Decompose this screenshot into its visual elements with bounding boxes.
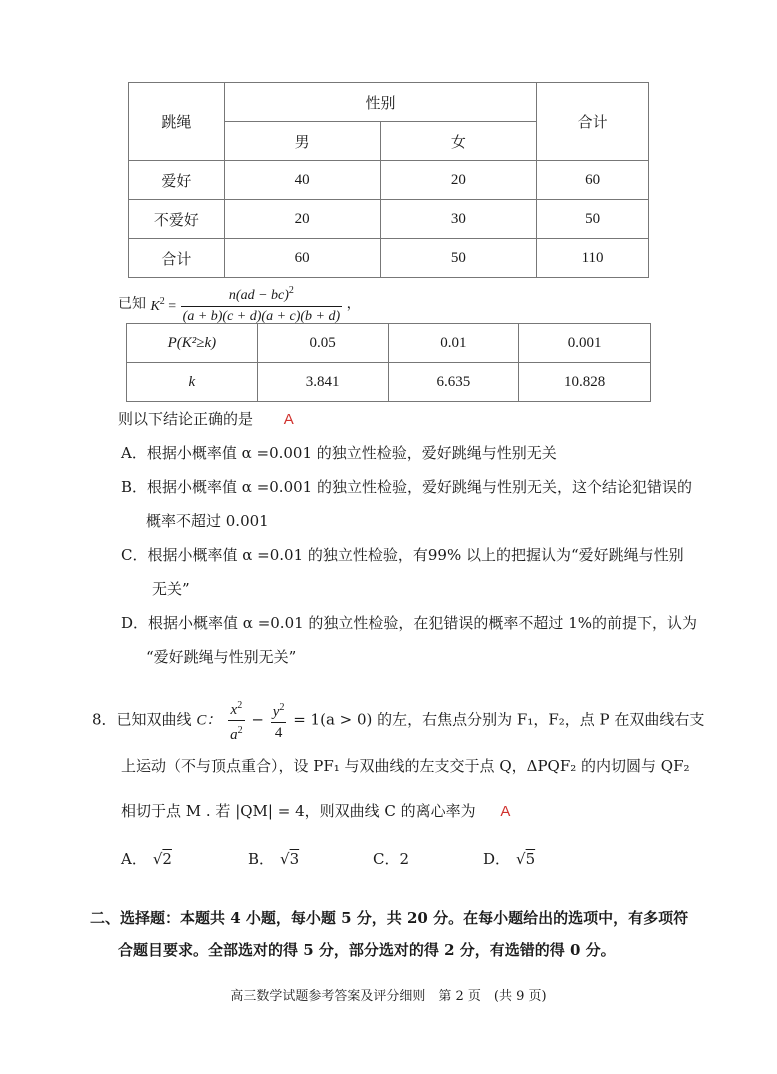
q7-stem	[118, 409, 294, 430]
q8-number: 8．已知双曲线	[92, 710, 192, 729]
formula-lhs: K	[150, 298, 160, 314]
q8-frac-x: $\frac{x^2}{a^2}$	[228, 696, 245, 745]
row-label: 不爱好	[129, 200, 225, 239]
q8-line3	[121, 801, 510, 822]
p-value: 0.001	[519, 324, 651, 363]
q7-option-b-line1: B．根据小概率值 α =0.001 的独立性检验，爱好跳绳与性别无关，这个结论犯错误的	[121, 478, 692, 496]
q8-option-c	[373, 849, 409, 869]
p-row-label: P(K²≥k)	[127, 324, 258, 363]
row-label: 合计	[129, 239, 225, 278]
critical-value-table	[126, 323, 651, 402]
cell-female: 30	[380, 200, 537, 239]
k-value: 10.828	[519, 363, 651, 402]
q8-answer: A	[500, 803, 511, 820]
q8-option-a: A． √2	[121, 850, 172, 868]
q8-option-d: D． √5	[483, 850, 536, 868]
q7-option-c-line2: 无关”	[152, 580, 190, 598]
q8-option-b: B． √3	[248, 850, 300, 868]
cell-female: 50	[380, 239, 537, 278]
q8-line1: 8．已知双曲线 C： $\frac{x^2}{a^2}$ − $\frac{y^2}{4}$ = 1(a > 0) 的左，右焦点分别为 F₁，F₂，点 P 在双曲线右支	[92, 696, 704, 745]
formula-denominator: (a + b)(c + d)(a + c)(b + d)	[182, 309, 341, 324]
table-row	[129, 200, 649, 239]
option-label: B．	[248, 850, 275, 868]
chi-square-formula: 已知 $K^2$ = $\frac{n(ad - bc)^2}{(a + b)(c + d)(a + c)(b + d)}$ ，	[118, 281, 361, 327]
cell-male: 20	[224, 200, 380, 239]
q7-option-b-line2: 概率不超过 0.001	[146, 512, 269, 530]
q7-option-a: A．根据小概率值 α =0.001 的独立性检验，爱好跳绳与性别无关	[121, 444, 557, 462]
cell-male: 60	[224, 239, 380, 278]
header-jump-rope: 跳绳	[129, 83, 225, 161]
cell-female: 20	[380, 161, 537, 200]
q8-line3-text: 相切于点 M . 若 |QM| = 4，则双曲线 C 的离心率为	[121, 802, 476, 820]
cell-total: 50	[537, 200, 649, 239]
q7-option-d-line1: D．根据小概率值 α =0.01 的独立性检验，在犯错误的概率不超过 1%的前提下，认为	[121, 614, 697, 632]
k-value: 6.635	[388, 363, 519, 402]
header-female: 女	[380, 122, 537, 161]
q8-curve: C：	[196, 712, 222, 729]
formula-prefix: 已知	[118, 296, 146, 312]
p-value: 0.05	[257, 324, 388, 363]
q8-line2: 上运动（不与顶点重合），设 PF₁ 与双曲线的左支交于点 Q，ΔPQF₂ 的内切圆与 QF₂	[121, 757, 690, 775]
cell-total: 60	[537, 161, 649, 200]
q7-answer: A	[283, 411, 294, 428]
k-value: 3.841	[257, 363, 388, 402]
contingency-table	[128, 82, 649, 278]
q7-stem-text: 则以下结论正确的是	[118, 410, 254, 428]
option-value: 5	[525, 850, 536, 868]
option-value: 3	[289, 850, 300, 868]
section2-line2: 合题目要求。全部选对的得 5 分，部分选对的得 2 分，有选错的得 0 分。	[118, 941, 616, 959]
table-row	[129, 161, 649, 200]
cell-total: 110	[537, 239, 649, 278]
page-footer: 高三数学试题参考答案及评分细则 第 2 页 (共 9 页)	[230, 989, 547, 1004]
table-row	[129, 239, 649, 278]
k-row-label: k	[127, 363, 258, 402]
option-value: 2	[162, 850, 172, 868]
q8-frac-y: $\frac{y^2}{4}$	[271, 698, 287, 743]
q8-eq-tail: = 1(a > 0) 的左，右焦点分别为 F₁，F₂，点 P 在双曲线右支	[293, 710, 705, 729]
option-label: C．2	[373, 850, 410, 868]
row-label: 爱好	[129, 161, 225, 200]
header-total: 合计	[537, 83, 649, 161]
header-gender: 性别	[224, 83, 536, 122]
formula-numerator: n(ad − bc)	[228, 288, 289, 303]
q7-option-c-line1: C．根据小概率值 α =0.01 的独立性检验，有99% 以上的把握认为“爱好跳绳与性别	[121, 546, 684, 564]
formula-fraction: $\frac{n(ad - bc)^2}{(a + b)(c + d)(a + c)(b + d)}$	[181, 281, 343, 327]
cell-male: 40	[224, 161, 380, 200]
p-value: 0.01	[388, 324, 519, 363]
option-label: D．	[483, 850, 511, 868]
formula-suffix: ，	[346, 296, 361, 312]
header-male: 男	[224, 122, 380, 161]
section2-line1: 二、选择题：本题共 4 小题，每小题 5 分，共 20 分。在每小题给出的选项中，有多项符	[90, 909, 689, 927]
option-label: A．	[121, 850, 147, 868]
q7-option-d-line2: “爱好跳绳与性别无关”	[146, 648, 297, 666]
